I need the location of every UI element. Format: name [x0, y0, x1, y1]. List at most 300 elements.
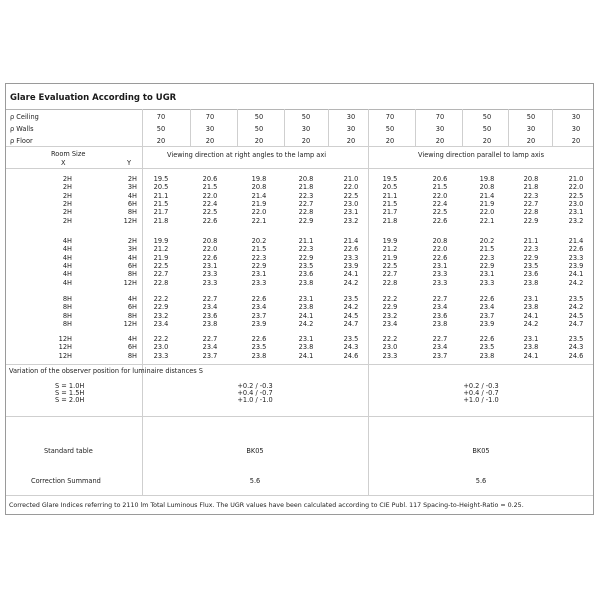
- ugr-value-parallel: 23.1: [568, 208, 584, 217]
- ugr-value-parallel: 23.5: [523, 261, 539, 270]
- ugr-value-parallel: 22.9: [382, 303, 398, 312]
- ugr-value-parallel: 21.5: [382, 199, 398, 208]
- ugr-value-parallel: 24.1: [523, 311, 539, 320]
- ugr-value-right-angles: 23.3: [202, 270, 218, 279]
- room-size-x: 2H: [62, 216, 72, 225]
- ugr-value-right-angles: 21.0: [343, 175, 359, 183]
- ugr-value-parallel: 22.0: [432, 245, 448, 254]
- reflectance-value: 20: [385, 137, 395, 145]
- variation-distance-label: S = 1.0H: [55, 382, 85, 390]
- ugr-value-right-angles: 22.0: [343, 183, 359, 192]
- ugr-value-parallel: 20.6: [432, 175, 448, 183]
- ugr-value-parallel: 21.5: [479, 245, 495, 254]
- ugr-value-parallel: 23.2: [382, 311, 398, 320]
- ugr-value-parallel: 23.1: [432, 261, 448, 270]
- ugr-value-parallel: 22.0: [479, 208, 495, 217]
- ugr-value-right-angles: 22.2: [153, 335, 169, 343]
- ugr-value-parallel: 21.9: [479, 199, 495, 208]
- room-size-x: 2H: [62, 199, 72, 208]
- ugr-value-parallel: 23.8: [523, 343, 539, 352]
- room-size-y: 4H: [127, 191, 137, 200]
- room-size-x: 4H: [62, 278, 72, 287]
- room-size-y: 6H: [127, 199, 137, 208]
- ugr-value-parallel: 22.1: [479, 216, 495, 225]
- ugr-value-parallel: 22.6: [479, 335, 495, 343]
- ugr-value-right-angles: 23.9: [343, 261, 359, 270]
- footer-divider: [6, 495, 593, 496]
- ugr-value-parallel: 23.3: [432, 278, 448, 287]
- ugr-value-right-angles: 21.5: [153, 199, 169, 208]
- reflectance-value: 20: [254, 137, 264, 145]
- room-size-y: 12H: [123, 319, 137, 328]
- variation-left-value: +0.2 / -0.3: [237, 382, 273, 390]
- reflectance-value: 70: [205, 113, 215, 121]
- grid-line: [284, 109, 285, 146]
- variation-distance-label: S = 1.5H: [55, 389, 85, 397]
- ugr-value-parallel: 23.5: [568, 335, 584, 343]
- room-size-x: 8H: [62, 311, 72, 320]
- ugr-value-parallel: 20.2: [479, 237, 495, 245]
- standard-table-label: Standard table: [44, 447, 93, 455]
- ugr-value-right-angles: 20.5: [153, 183, 169, 192]
- ugr-value-parallel: 21.1: [523, 237, 539, 245]
- ugr-value-right-angles: 23.8: [298, 303, 314, 312]
- ugr-value-parallel: 19.9: [382, 237, 398, 245]
- ugr-value-right-angles: 22.6: [251, 335, 267, 343]
- reflectance-value: 20: [571, 137, 581, 145]
- ugr-value-parallel: 22.3: [523, 191, 539, 200]
- ugr-value-right-angles: 23.5: [343, 295, 359, 303]
- room-size-y: 2H: [127, 237, 137, 245]
- room-size-x: 4H: [62, 245, 72, 254]
- room-size-y: 2H: [127, 175, 137, 183]
- ugr-value-parallel: 21.4: [479, 191, 495, 200]
- reflectance-value: 50: [301, 113, 311, 121]
- ugr-value-right-angles: 22.7: [202, 335, 218, 343]
- reflectance-value: 50: [254, 125, 264, 133]
- room-size-y: 8H: [127, 208, 137, 217]
- room-size-y: 4H: [127, 335, 137, 343]
- ugr-value-right-angles: 24.3: [343, 343, 359, 352]
- ugr-value-parallel: 23.5: [479, 343, 495, 352]
- ugr-value-right-angles: 21.2: [153, 245, 169, 254]
- reflectance-value: 20: [205, 137, 215, 145]
- ugr-value-parallel: 21.8: [382, 216, 398, 225]
- reflectance-value: 50: [156, 125, 166, 133]
- ugr-value-right-angles: 21.1: [298, 237, 314, 245]
- grid-line: [190, 109, 191, 146]
- room-size-y: 3H: [127, 183, 137, 192]
- grid-line: [328, 109, 329, 146]
- ugr-value-parallel: 20.5: [382, 183, 398, 192]
- ugr-value-right-angles: 23.8: [298, 278, 314, 287]
- reflectance-value: 50: [482, 125, 492, 133]
- ugr-value-right-angles: 21.8: [298, 183, 314, 192]
- reflectance-value: 20: [482, 137, 492, 145]
- ugr-value-right-angles: 23.3: [202, 278, 218, 287]
- ugr-value-right-angles: 24.5: [343, 311, 359, 320]
- ugr-value-right-angles: 24.1: [298, 351, 314, 360]
- room-size-x: 12H: [58, 335, 72, 343]
- room-size-x: 12H: [58, 343, 72, 352]
- ugr-value-right-angles: 22.6: [202, 216, 218, 225]
- ugr-value-right-angles: 23.4: [202, 303, 218, 312]
- ugr-value-right-angles: 22.1: [251, 216, 267, 225]
- ugr-value-right-angles: 21.5: [251, 245, 267, 254]
- ugr-value-right-angles: 23.3: [251, 278, 267, 287]
- reflectance-value: 20: [156, 137, 166, 145]
- room-size-y: 4H: [127, 253, 137, 262]
- room-size-y: 6H: [127, 261, 137, 270]
- ugr-value-right-angles: 21.9: [153, 253, 169, 262]
- ugr-value-right-angles: 22.6: [251, 295, 267, 303]
- glare-evaluation-document: [5, 83, 594, 515]
- ugr-value-right-angles: 19.8: [251, 175, 267, 183]
- ugr-value-right-angles: 23.1: [343, 208, 359, 217]
- ugr-value-right-angles: 23.7: [251, 311, 267, 320]
- ugr-value-right-angles: 23.8: [298, 343, 314, 352]
- reflectance-value: 30: [526, 125, 536, 133]
- grid-line: [462, 109, 463, 146]
- ugr-value-parallel: 23.6: [432, 311, 448, 320]
- ugr-value-parallel: 24.1: [523, 351, 539, 360]
- standard-table-right-value: BK05: [472, 447, 490, 455]
- room-size-x: 4H: [62, 261, 72, 270]
- ugr-value-right-angles: 22.7: [153, 270, 169, 279]
- ugr-value-parallel: 22.7: [382, 270, 398, 279]
- ugr-value-parallel: 23.0: [568, 199, 584, 208]
- ugr-value-right-angles: 23.8: [251, 351, 267, 360]
- table-bottom-divider: [6, 364, 593, 365]
- ugr-value-right-angles: 22.5: [153, 261, 169, 270]
- reflectance-value: 20: [301, 137, 311, 145]
- reflectance-value: 20: [526, 137, 536, 145]
- ugr-value-right-angles: 22.0: [251, 208, 267, 217]
- ugr-value-right-angles: 22.0: [202, 245, 218, 254]
- ugr-value-parallel: 20.8: [479, 183, 495, 192]
- ugr-value-right-angles: 23.4: [153, 319, 169, 328]
- ugr-value-parallel: 22.8: [382, 278, 398, 287]
- ugr-value-right-angles: 23.4: [251, 303, 267, 312]
- ugr-value-right-angles: 22.3: [298, 191, 314, 200]
- ugr-value-parallel: 22.6: [568, 245, 584, 254]
- room-size-x: 2H: [62, 183, 72, 192]
- ugr-value-parallel: 22.9: [523, 216, 539, 225]
- room-size-y: 4H: [127, 295, 137, 303]
- footer-note: Corrected Glare Indices referring to 2110 lm Total Luminous Flux. The UGR values have been calculated according to CIE Publ. 117 Spacing-to-Height-Ratio = 0.25.: [9, 502, 524, 509]
- ugr-value-parallel: 22.7: [523, 199, 539, 208]
- ugr-value-right-angles: 24.1: [298, 311, 314, 320]
- title-divider: [6, 109, 593, 110]
- ugr-value-parallel: 24.2: [568, 303, 584, 312]
- document-title: Glare Evaluation According to UGR: [10, 93, 177, 103]
- room-size-x-label: X: [61, 159, 66, 167]
- ugr-value-parallel: 21.9: [382, 253, 398, 262]
- ugr-value-right-angles: 22.8: [153, 278, 169, 287]
- room-size-x: 4H: [62, 237, 72, 245]
- room-size-title: Room Size: [51, 150, 86, 158]
- reflectance-value: 20: [435, 137, 445, 145]
- ugr-value-parallel: 20.8: [432, 237, 448, 245]
- column-divider-middle: [368, 109, 369, 495]
- variation-right-value: +0.4 / -0.7: [463, 389, 499, 397]
- ugr-value-right-angles: 23.6: [202, 311, 218, 320]
- ugr-value-right-angles: 21.5: [202, 183, 218, 192]
- ugr-value-parallel: 23.3: [382, 351, 398, 360]
- room-size-x: 12H: [58, 351, 72, 360]
- room-size-x: 2H: [62, 208, 72, 217]
- reflectance-value: 70: [435, 113, 445, 121]
- reflectance-label: ρ Floor: [10, 137, 33, 145]
- reflectance-value: 30: [571, 113, 581, 121]
- room-size-y: 8H: [127, 351, 137, 360]
- ugr-value-parallel: 24.2: [523, 319, 539, 328]
- variation-right-value: +0.2 / -0.3: [463, 382, 499, 390]
- ugr-value-right-angles: 22.6: [202, 253, 218, 262]
- ugr-value-parallel: 22.9: [523, 253, 539, 262]
- ugr-value-right-angles: 22.9: [298, 253, 314, 262]
- ugr-value-parallel: 22.7: [432, 335, 448, 343]
- ugr-value-right-angles: 20.6: [202, 175, 218, 183]
- ugr-value-right-angles: 23.7: [202, 351, 218, 360]
- header-divider: [6, 168, 593, 169]
- ugr-value-parallel: 23.4: [479, 303, 495, 312]
- ugr-value-parallel: 23.2: [568, 216, 584, 225]
- ugr-value-parallel: 24.6: [568, 351, 584, 360]
- ugr-value-right-angles: 22.7: [202, 295, 218, 303]
- ugr-value-parallel: 23.4: [432, 343, 448, 352]
- ugr-value-right-angles: 23.0: [153, 343, 169, 352]
- ugr-value-right-angles: 23.6: [298, 270, 314, 279]
- ugr-value-parallel: 21.8: [523, 183, 539, 192]
- ugr-value-parallel: 22.5: [568, 191, 584, 200]
- direction-parallel-heading: Viewing direction parallel to lamp axis: [418, 151, 545, 159]
- ugr-value-right-angles: 22.9: [251, 261, 267, 270]
- room-size-x: 8H: [62, 303, 72, 312]
- room-size-y: 3H: [127, 245, 137, 254]
- ugr-value-parallel: 21.5: [432, 183, 448, 192]
- room-size-y: 6H: [127, 343, 137, 352]
- room-size-y-label: Y: [127, 159, 132, 167]
- reflectance-value: 30: [435, 125, 445, 133]
- room-size-x: 8H: [62, 319, 72, 328]
- reflectance-divider: [6, 146, 593, 147]
- room-size-y: 6H: [127, 303, 137, 312]
- reflectance-value: 30: [205, 125, 215, 133]
- room-size-x: 8H: [62, 295, 72, 303]
- correction-summand-left-value: 5.6: [249, 477, 261, 485]
- ugr-value-parallel: 22.6: [479, 295, 495, 303]
- ugr-value-right-angles: 21.4: [343, 237, 359, 245]
- ugr-value-parallel: 22.8: [523, 208, 539, 217]
- ugr-value-right-angles: 22.6: [343, 245, 359, 254]
- ugr-value-parallel: 24.1: [568, 270, 584, 279]
- reflectance-value: 30: [301, 125, 311, 133]
- ugr-value-right-angles: 24.2: [298, 319, 314, 328]
- ugr-value-parallel: 21.0: [568, 175, 584, 183]
- grid-line: [552, 109, 553, 146]
- ugr-value-right-angles: 20.8: [251, 183, 267, 192]
- reflectance-label: ρ Walls: [10, 125, 34, 133]
- ugr-value-right-angles: 23.3: [343, 253, 359, 262]
- ugr-value-parallel: 21.7: [382, 208, 398, 217]
- ugr-value-right-angles: 20.8: [202, 237, 218, 245]
- reflectance-value: 50: [385, 125, 395, 133]
- ugr-value-parallel: 23.5: [568, 295, 584, 303]
- ugr-value-right-angles: 22.2: [153, 295, 169, 303]
- ugr-value-right-angles: 21.7: [153, 208, 169, 217]
- ugr-value-parallel: 23.1: [523, 295, 539, 303]
- ugr-value-right-angles: 20.8: [298, 175, 314, 183]
- ugr-value-right-angles: 22.0: [202, 191, 218, 200]
- room-size-x: 2H: [62, 191, 72, 200]
- ugr-value-parallel: 22.4: [432, 199, 448, 208]
- variation-right-value: +1.0 / -1.0: [463, 396, 499, 404]
- reflectance-value: 30: [571, 125, 581, 133]
- ugr-value-right-angles: 21.4: [251, 191, 267, 200]
- ugr-value-parallel: 21.1: [382, 191, 398, 200]
- ugr-value-right-angles: 23.8: [202, 319, 218, 328]
- variation-divider: [6, 416, 593, 417]
- ugr-value-parallel: 23.8: [479, 351, 495, 360]
- ugr-value-right-angles: 20.2: [251, 237, 267, 245]
- ugr-value-parallel: 23.7: [479, 311, 495, 320]
- ugr-value-parallel: 23.8: [432, 319, 448, 328]
- ugr-value-right-angles: 21.8: [153, 216, 169, 225]
- ugr-value-parallel: 23.1: [479, 270, 495, 279]
- direction-right-angles-heading: Viewing direction at right angles to the lamp axi: [167, 151, 327, 159]
- room-size-y: 12H: [123, 278, 137, 287]
- reflectance-value: 70: [156, 113, 166, 121]
- ugr-value-right-angles: 23.9: [251, 319, 267, 328]
- ugr-value-parallel: 19.8: [479, 175, 495, 183]
- variation-left-value: +1.0 / -1.0: [237, 396, 273, 404]
- reflectance-value: 30: [346, 125, 356, 133]
- ugr-value-right-angles: 23.5: [251, 343, 267, 352]
- ugr-value-parallel: 23.4: [382, 319, 398, 328]
- ugr-value-parallel: 23.9: [479, 319, 495, 328]
- ugr-value-right-angles: 24.7: [343, 319, 359, 328]
- ugr-value-parallel: 22.3: [479, 253, 495, 262]
- reflectance-value: 50: [254, 113, 264, 121]
- reflectance-value: 50: [526, 113, 536, 121]
- ugr-value-right-angles: 21.1: [153, 191, 169, 200]
- ugr-value-parallel: 22.3: [523, 245, 539, 254]
- ugr-value-right-angles: 23.1: [202, 261, 218, 270]
- reflectance-value: 70: [385, 113, 395, 121]
- ugr-value-parallel: 20.8: [523, 175, 539, 183]
- ugr-value-right-angles: 19.5: [153, 175, 169, 183]
- grid-line: [415, 109, 416, 146]
- ugr-value-parallel: 23.8: [523, 278, 539, 287]
- room-size-y: 8H: [127, 270, 137, 279]
- ugr-value-parallel: 23.8: [523, 303, 539, 312]
- correction-summand-label: Correction Summand: [31, 477, 101, 485]
- ugr-value-parallel: 23.4: [432, 303, 448, 312]
- ugr-value-parallel: 23.3: [479, 278, 495, 287]
- ugr-value-parallel: 22.5: [382, 261, 398, 270]
- grid-line: [237, 109, 238, 146]
- reflectance-label: ρ Ceiling: [10, 113, 39, 121]
- ugr-value-parallel: 23.1: [523, 335, 539, 343]
- ugr-value-right-angles: 22.5: [343, 191, 359, 200]
- ugr-value-right-angles: 22.3: [251, 253, 267, 262]
- ugr-value-parallel: 22.5: [432, 208, 448, 217]
- ugr-value-right-angles: 22.7: [298, 199, 314, 208]
- ugr-value-parallel: 23.0: [382, 343, 398, 352]
- ugr-value-parallel: 22.6: [432, 253, 448, 262]
- ugr-value-parallel: 23.6: [523, 270, 539, 279]
- ugr-value-right-angles: 23.2: [153, 311, 169, 320]
- ugr-value-right-angles: 24.6: [343, 351, 359, 360]
- ugr-value-parallel: 22.9: [479, 261, 495, 270]
- reflectance-value: 30: [346, 113, 356, 121]
- ugr-value-right-angles: 24.2: [343, 278, 359, 287]
- ugr-value-right-angles: 23.1: [298, 335, 314, 343]
- grid-line: [508, 109, 509, 146]
- ugr-value-right-angles: 22.4: [202, 199, 218, 208]
- variation-title: Variation of the observer position for luminaire distances S: [9, 367, 203, 375]
- ugr-value-right-angles: 23.2: [343, 216, 359, 225]
- room-size-y: 8H: [127, 311, 137, 320]
- ugr-value-parallel: 23.9: [568, 261, 584, 270]
- reflectance-value: 50: [482, 113, 492, 121]
- room-size-y: 12H: [123, 216, 137, 225]
- ugr-value-right-angles: 23.5: [298, 261, 314, 270]
- ugr-value-parallel: 24.2: [568, 278, 584, 287]
- ugr-value-parallel: 21.4: [568, 237, 584, 245]
- ugr-value-right-angles: 23.4: [202, 343, 218, 352]
- ugr-value-right-angles: 22.3: [298, 245, 314, 254]
- ugr-value-parallel: 22.6: [432, 216, 448, 225]
- ugr-value-right-angles: 22.8: [298, 208, 314, 217]
- ugr-value-right-angles: 23.5: [343, 335, 359, 343]
- ugr-value-parallel: 24.7: [568, 319, 584, 328]
- ugr-value-right-angles: 21.9: [251, 199, 267, 208]
- ugr-value-right-angles: 22.5: [202, 208, 218, 217]
- ugr-value-parallel: 22.7: [432, 295, 448, 303]
- ugr-value-right-angles: 23.1: [251, 270, 267, 279]
- ugr-value-right-angles: 24.1: [343, 270, 359, 279]
- room-size-x: 4H: [62, 270, 72, 279]
- ugr-value-right-angles: 23.1: [298, 295, 314, 303]
- variation-left-value: +0.4 / -0.7: [237, 389, 273, 397]
- ugr-value-parallel: 22.0: [432, 191, 448, 200]
- ugr-value-parallel: 24.3: [568, 343, 584, 352]
- ugr-value-parallel: 23.3: [568, 253, 584, 262]
- ugr-value-right-angles: 23.3: [153, 351, 169, 360]
- ugr-value-right-angles: 22.9: [153, 303, 169, 312]
- ugr-value-right-angles: 23.0: [343, 199, 359, 208]
- ugr-value-parallel: 22.2: [382, 295, 398, 303]
- ugr-value-parallel: 22.0: [568, 183, 584, 192]
- ugr-value-right-angles: 22.9: [298, 216, 314, 225]
- ugr-value-parallel: 23.3: [432, 270, 448, 279]
- ugr-value-right-angles: 24.2: [343, 303, 359, 312]
- ugr-value-parallel: 19.5: [382, 175, 398, 183]
- room-size-x: 2H: [62, 175, 72, 183]
- variation-distance-label: S = 2.0H: [55, 396, 85, 404]
- reflectance-value: 20: [346, 137, 356, 145]
- standard-table-left-value: BK05: [246, 447, 264, 455]
- ugr-value-right-angles: 19.9: [153, 237, 169, 245]
- room-size-x: 4H: [62, 253, 72, 262]
- ugr-value-parallel: 23.7: [432, 351, 448, 360]
- column-divider-left: [142, 109, 143, 495]
- ugr-value-parallel: 22.2: [382, 335, 398, 343]
- ugr-value-parallel: 21.2: [382, 245, 398, 254]
- correction-summand-right-value: 5.6: [475, 477, 487, 485]
